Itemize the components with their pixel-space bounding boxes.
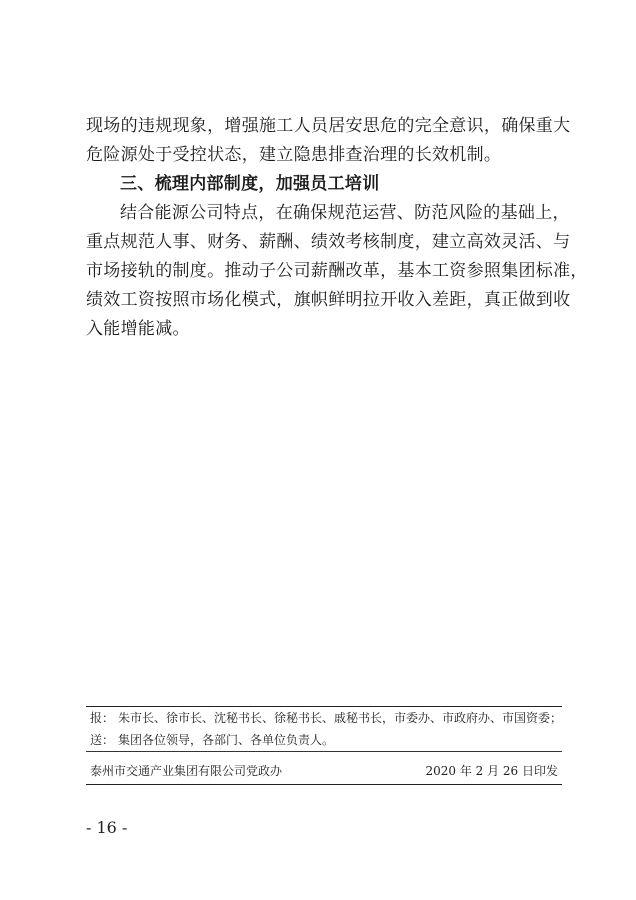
paragraph-line: 市场接轨的制度。推动子公司薪酬改革，基本工资参照集团标准， [86,261,588,281]
paragraph-line: 结合能源公司特点，在确保规范运营、防范风险的基础上， [120,203,570,223]
paragraph-line: 入能增能减。 [86,319,190,339]
report-row [86,707,562,729]
middle-rule [86,751,562,752]
paragraph-line: 现场的违规现象，增强施工人员居安思危的完全意识，确保重大 [86,116,571,136]
section-heading: 三、梳理内部制度，加强员工培训 [120,174,380,194]
send-recipients: 集团各位领导，各部门、各单位负责人。 [118,733,335,747]
send-row [86,729,562,751]
paragraph-line: 危险源处于受控状态，建立隐患排查治理的长效机制。 [86,145,502,165]
report-recipients: 朱市长、徐市长、沈秘书长、徐秘书长、戚秘书长，市委办、市政府办、市国资委； [118,711,563,725]
distribution-block [86,706,562,785]
paragraph-line: 重点规范人事、财务、薪酬、绩效考核制度，建立高效灵活、与 [86,232,571,252]
bottom-rule [86,784,562,785]
print-date: 2020 年 2 月 26 日印发 [425,764,558,778]
report-label: 报： [90,711,115,725]
paragraph-line: 绩效工资按照市场化模式，旗帜鲜明拉开收入差距，真正做到收 [86,290,571,310]
issuer-name: 泰州市交通产业集团有限公司党政办 [90,764,283,778]
issuer-row [86,758,562,784]
body-text [86,112,588,344]
page-number: - 16 - [86,818,128,837]
send-label: 送： [90,733,115,747]
